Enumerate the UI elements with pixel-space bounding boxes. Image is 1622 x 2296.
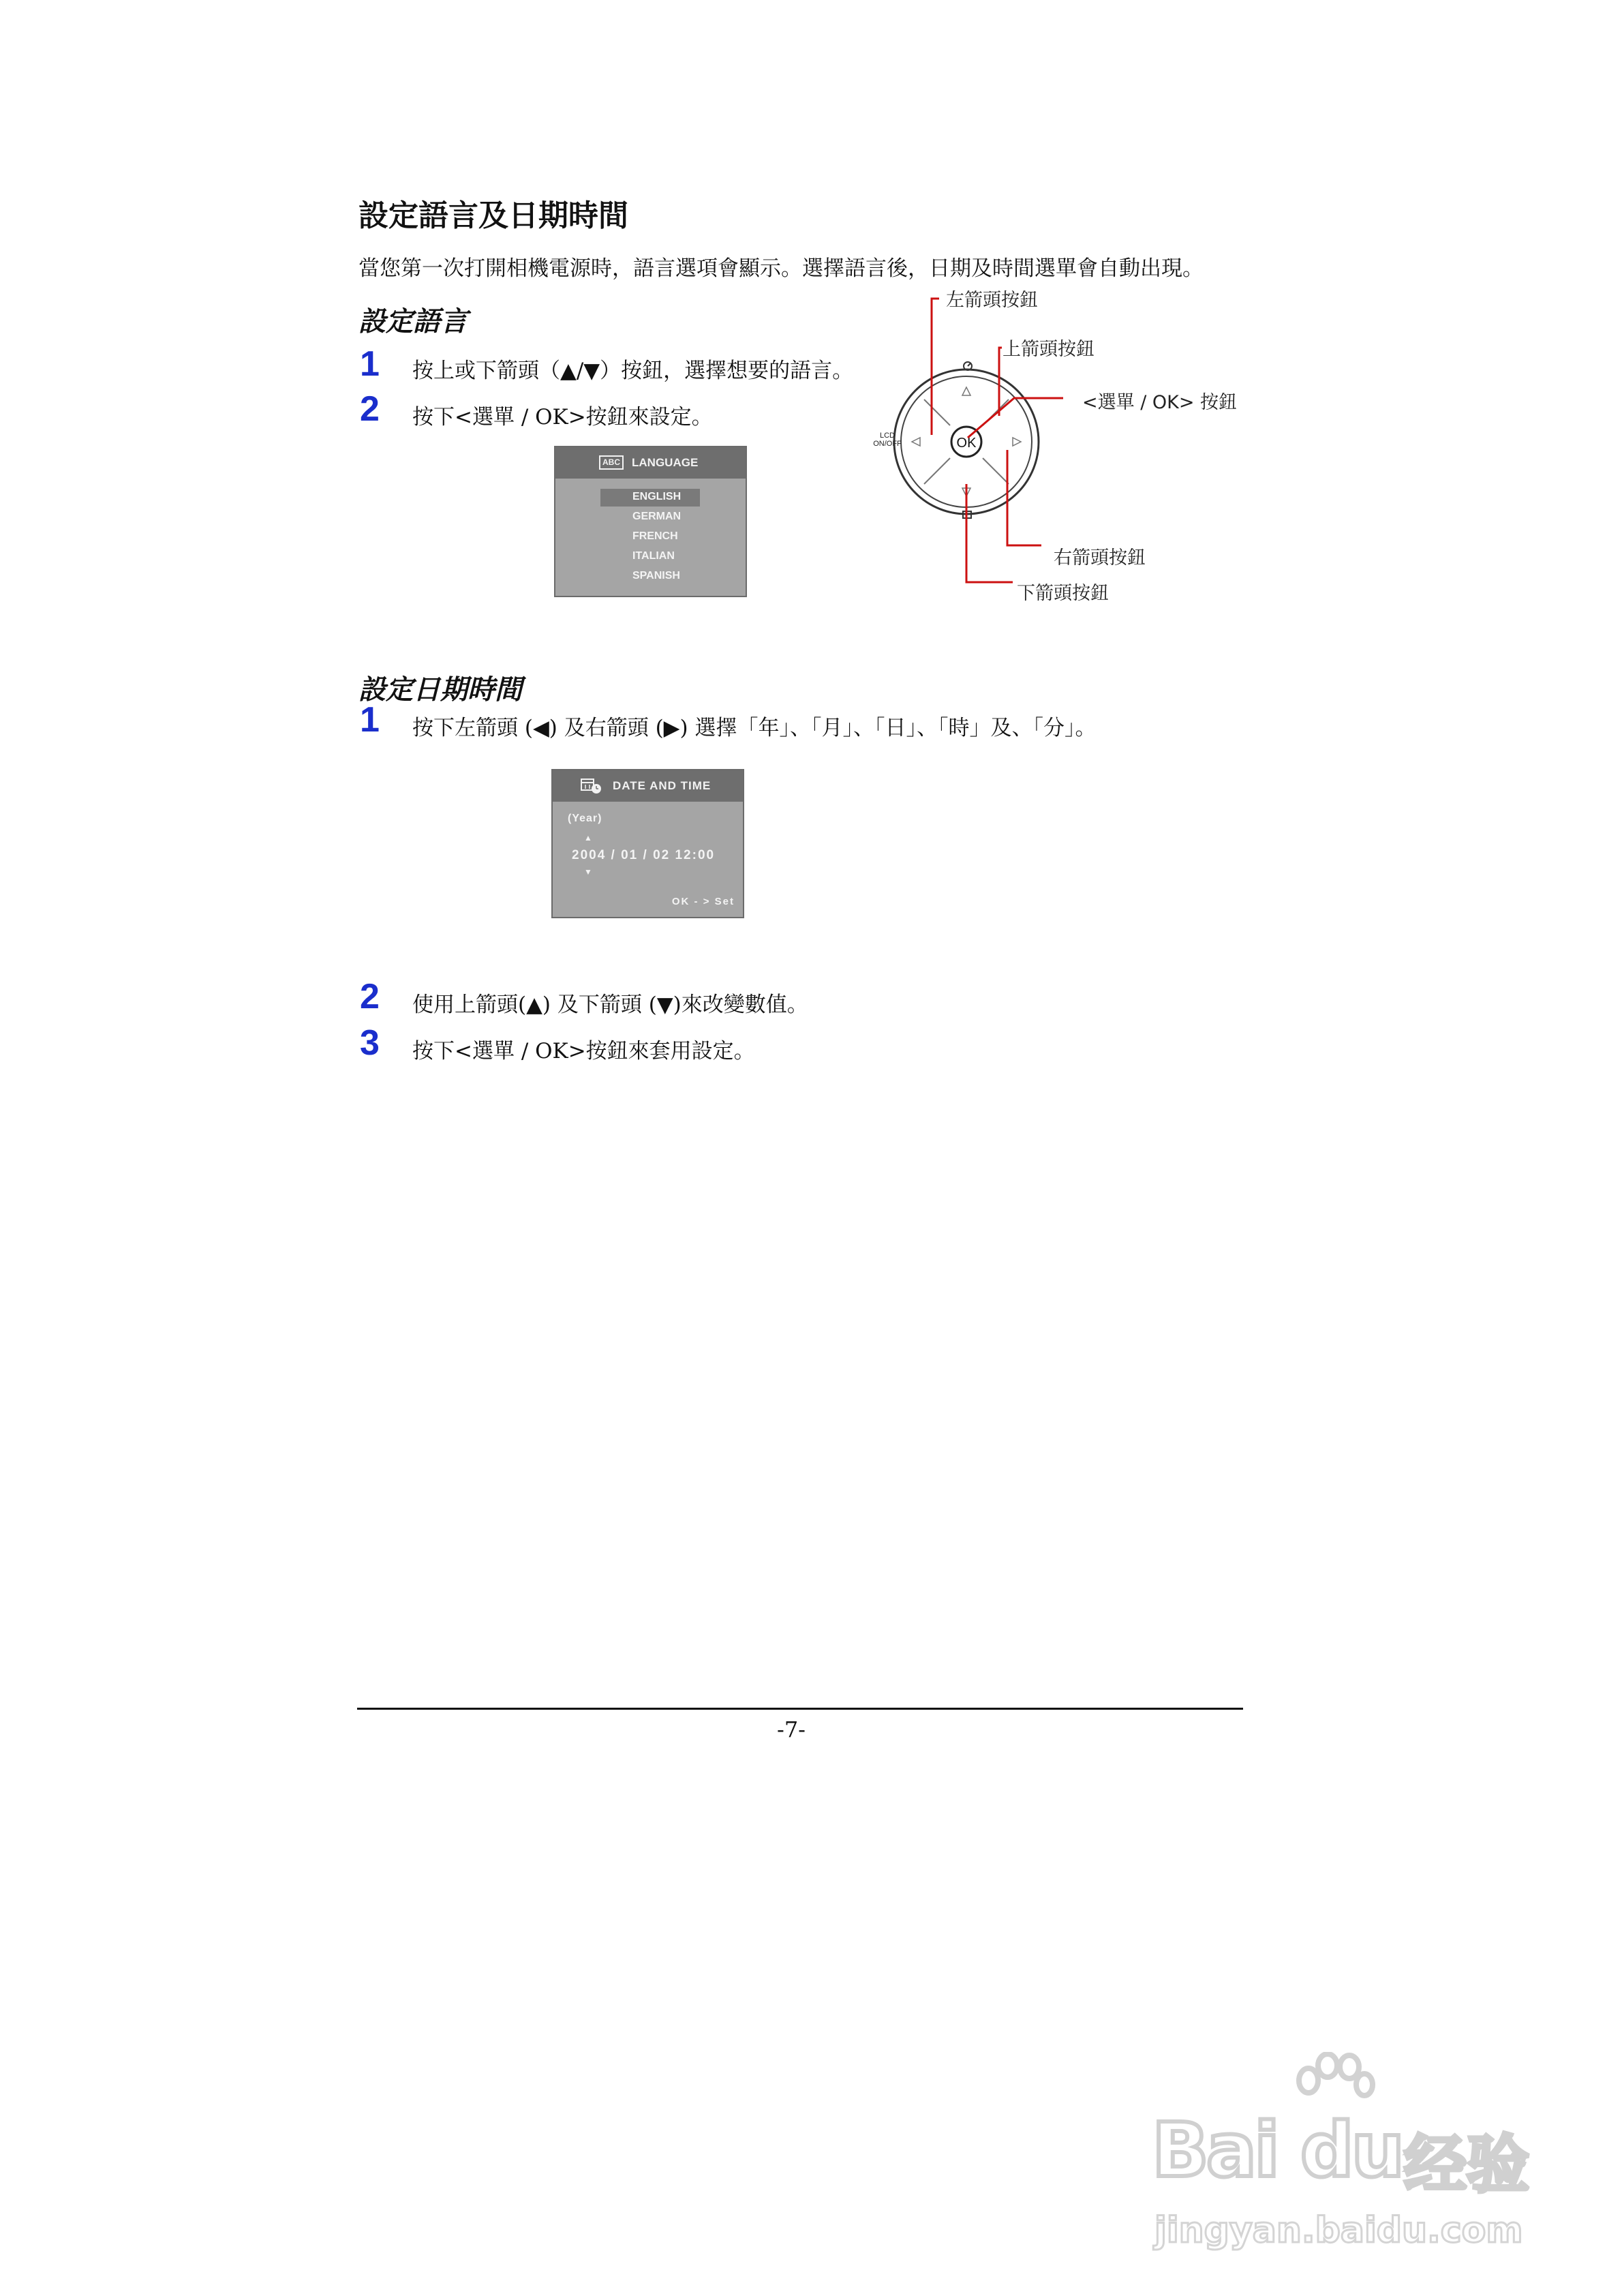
language-option[interactable]: FRENCH — [632, 530, 678, 542]
right-arrow-label: 右箭頭按鈕 — [1054, 547, 1146, 569]
up-arrow-label: 上箭頭按鈕 — [1003, 339, 1095, 360]
datetime-step-3-number: 3 — [360, 1023, 380, 1063]
language-menu-title: LANGUAGE — [632, 456, 699, 469]
footer-rule — [357, 1708, 1243, 1710]
language-step-2-number: 2 — [360, 389, 380, 429]
down-arrow-label: 下箭頭按鈕 — [1017, 583, 1109, 604]
language-option[interactable]: ENGLISH — [632, 491, 682, 502]
datetime-step-1-number: 1 — [360, 700, 380, 740]
page-title: 設定語言及日期時間 — [358, 198, 628, 233]
language-step-1-number: 1 — [360, 344, 380, 384]
language-step-1-text: 按上或下箭頭（▲/▼）按鈕，選擇想要的語言。 — [412, 359, 854, 383]
language-menu-screen — [554, 446, 747, 597]
intro-paragraph: 當您第一次打開相機電源時，語言選項會顯示。選擇語言後，日期及時間選單會自動出現。 — [358, 256, 1204, 281]
language-menu-header — [555, 447, 746, 479]
lcd-label-line1: LCD — [879, 432, 896, 440]
lcd-label-line2: ON/OFF — [873, 440, 902, 448]
language-option[interactable]: GERMAN — [632, 511, 682, 522]
increase-arrow-icon: ▲ — [584, 833, 592, 843]
page-number: -7- — [777, 1717, 806, 1742]
datetime-step-2-text: 使用上箭頭(▲) 及下箭頭 (▼)來改變數值。 — [412, 993, 808, 1017]
abc-icon: ABC — [599, 455, 624, 470]
datetime-header — [553, 770, 743, 802]
ok-set-hint: OK - > Set — [671, 896, 735, 907]
datetime-step-3-text: 按下<選單 / OK>按鈕來套用設定。 — [412, 1039, 755, 1063]
decrease-arrow-icon: ▼ — [584, 867, 592, 877]
language-section-heading: 設定語言 — [358, 306, 468, 337]
ok-button-label-text: <選單 / OK> 按鈕 — [1082, 392, 1238, 413]
ok-button-label: OK — [956, 436, 977, 451]
watermark-brand-2: du — [1300, 2106, 1403, 2194]
datetime-title: DATE AND TIME — [613, 779, 711, 792]
baidu-watermark — [1152, 2052, 1533, 2256]
calendar-clock-icon — [580, 777, 605, 795]
datetime-screen — [551, 769, 744, 918]
left-arrow-label: 左箭頭按鈕 — [946, 290, 1038, 311]
language-option[interactable]: ITALIAN — [632, 550, 675, 562]
datetime-section-heading: 設定日期時間 — [358, 674, 522, 706]
watermark-url: jingyan.baidu.com — [1154, 2210, 1523, 2251]
datetime-step-2-number: 2 — [360, 977, 380, 1016]
datetime-value[interactable]: 2004 / 01 / 02 12:00 — [572, 848, 716, 862]
language-step-2-text: 按下<選單 / OK>按鈕來設定。 — [412, 405, 713, 429]
language-option[interactable]: SPANISH — [632, 570, 680, 581]
field-label: (Year) — [568, 813, 602, 824]
datetime-step-1-text: 按下左箭頭 (◀) 及右箭頭 (▶) 選擇「年」、「月」、「日」、「時」及、「分」。 — [412, 716, 1097, 740]
watermark-label: 经验 — [1404, 2128, 1530, 2201]
watermark-brand: Bai — [1152, 2106, 1277, 2194]
